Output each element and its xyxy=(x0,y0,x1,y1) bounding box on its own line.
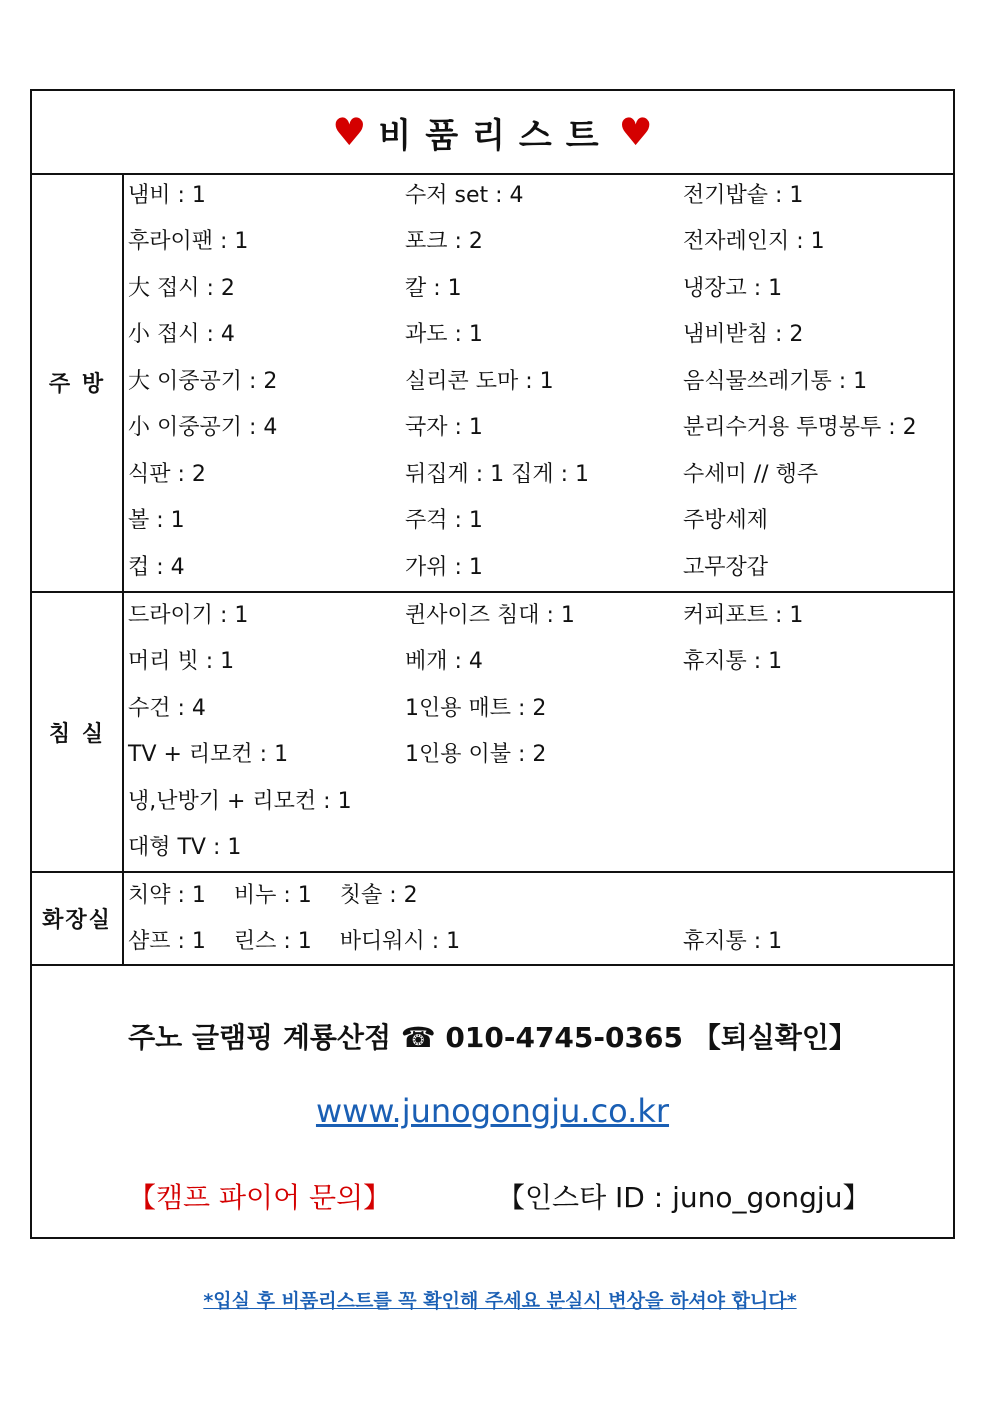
kitchen-item: 뒤집게 : 1 집게 : 1 xyxy=(405,462,590,487)
page-title: 비품리스트 xyxy=(378,115,613,156)
kitchen-item: 전기밥솥 : 1 xyxy=(683,183,804,208)
kitchen-item: 냄비받침 : 2 xyxy=(683,322,804,347)
kitchen-item: 大 접시 : 2 xyxy=(128,276,235,301)
kitchen-item: 냄비 : 1 xyxy=(128,183,206,208)
kitchen-item: 주걱 : 1 xyxy=(405,508,483,533)
bathroom-item: 휴지통 : 1 xyxy=(683,929,783,954)
kitchen-item: 볼 : 1 xyxy=(128,508,185,533)
kitchen-item: 大 이중공기 : 2 xyxy=(128,369,278,394)
kitchen-item: 가위 : 1 xyxy=(405,555,483,580)
kitchen-item: 포크 : 2 xyxy=(405,229,483,254)
bedroom-item: 휴지통 : 1 xyxy=(683,649,783,674)
kitchen-item: 냉장고 : 1 xyxy=(683,276,783,301)
kitchen-item: 과도 : 1 xyxy=(405,322,483,347)
contact-line: 주노 글램핑 계룡산점 ☎ 010-4745-0365 【퇴실확인】 xyxy=(128,1021,857,1054)
inventory-sheet xyxy=(30,89,955,1239)
kitchen-item: 전자레인지 : 1 xyxy=(683,229,825,254)
kitchen-item: 칼 : 1 xyxy=(405,276,462,301)
kitchen-section xyxy=(32,173,953,593)
kitchen-item: 후라이팬 : 1 xyxy=(128,229,249,254)
website-link[interactable]: www.junogongju.co.kr xyxy=(315,1092,670,1130)
bathroom-section xyxy=(32,873,953,966)
bathroom-item: 치약 : 1 비누 : 1 칫솔 : 2 xyxy=(128,883,418,908)
kitchen-item: 고무장갑 xyxy=(683,555,769,580)
kitchen-label: 주 방 xyxy=(32,173,124,591)
bedroom-item: 머리 빗 : 1 xyxy=(128,649,235,674)
bathroom-item: 샴프 : 1 린스 : 1 바디워시 : 1 xyxy=(128,929,461,954)
bedroom-label: 침 실 xyxy=(32,593,124,871)
bedroom-item: 커피포트 : 1 xyxy=(683,603,804,628)
bedroom-item: 1인용 이불 : 2 xyxy=(405,742,547,767)
title-row xyxy=(32,91,953,175)
bedroom-item: 드라이기 : 1 xyxy=(128,603,249,628)
bedroom-item: 수건 : 4 xyxy=(128,696,206,721)
bedroom-item: 냉,난방기 + 리모컨 : 1 xyxy=(128,789,352,814)
kitchen-item: 국자 : 1 xyxy=(405,415,483,440)
footer xyxy=(32,966,953,1239)
kitchen-item: 실리콘 도마 : 1 xyxy=(405,369,554,394)
bedroom-item: 베개 : 4 xyxy=(405,649,483,674)
instagram-id: 【인스타 ID : juno_gongju】 xyxy=(497,1181,871,1214)
bedroom-item: 대형 TV : 1 xyxy=(128,835,242,860)
campfire-inquiry: 【캠프 파이어 문의】 xyxy=(128,1181,392,1214)
heart-icon-right: ♥ xyxy=(618,110,653,154)
bedroom-item: 퀸사이즈 침대 : 1 xyxy=(405,603,575,628)
kitchen-item: 小 이중공기 : 4 xyxy=(128,415,278,440)
kitchen-item: 분리수거용 투명봉투 : 2 xyxy=(683,415,917,440)
kitchen-item: 주방세제 xyxy=(683,508,769,533)
kitchen-item: 식판 : 2 xyxy=(128,462,206,487)
kitchen-item: 小 접시 : 4 xyxy=(128,322,235,347)
kitchen-item: 수저 set : 4 xyxy=(405,183,524,208)
kitchen-item: 컵 : 4 xyxy=(128,555,185,580)
bedroom-section xyxy=(32,593,953,873)
heart-icon-left: ♥ xyxy=(332,110,367,154)
bathroom-label: 화장실 xyxy=(32,873,124,964)
bedroom-item: TV + 리모컨 : 1 xyxy=(128,742,289,767)
notice-text: *입실 후 비품리스트를 꼭 확인해 주세요 분실시 변상을 하셔야 합니다* xyxy=(203,1290,797,1312)
kitchen-item: 음식물쓰레기통 : 1 xyxy=(683,369,868,394)
kitchen-item: 수세미 // 행주 xyxy=(683,462,819,487)
bedroom-item: 1인용 매트 : 2 xyxy=(405,696,547,721)
